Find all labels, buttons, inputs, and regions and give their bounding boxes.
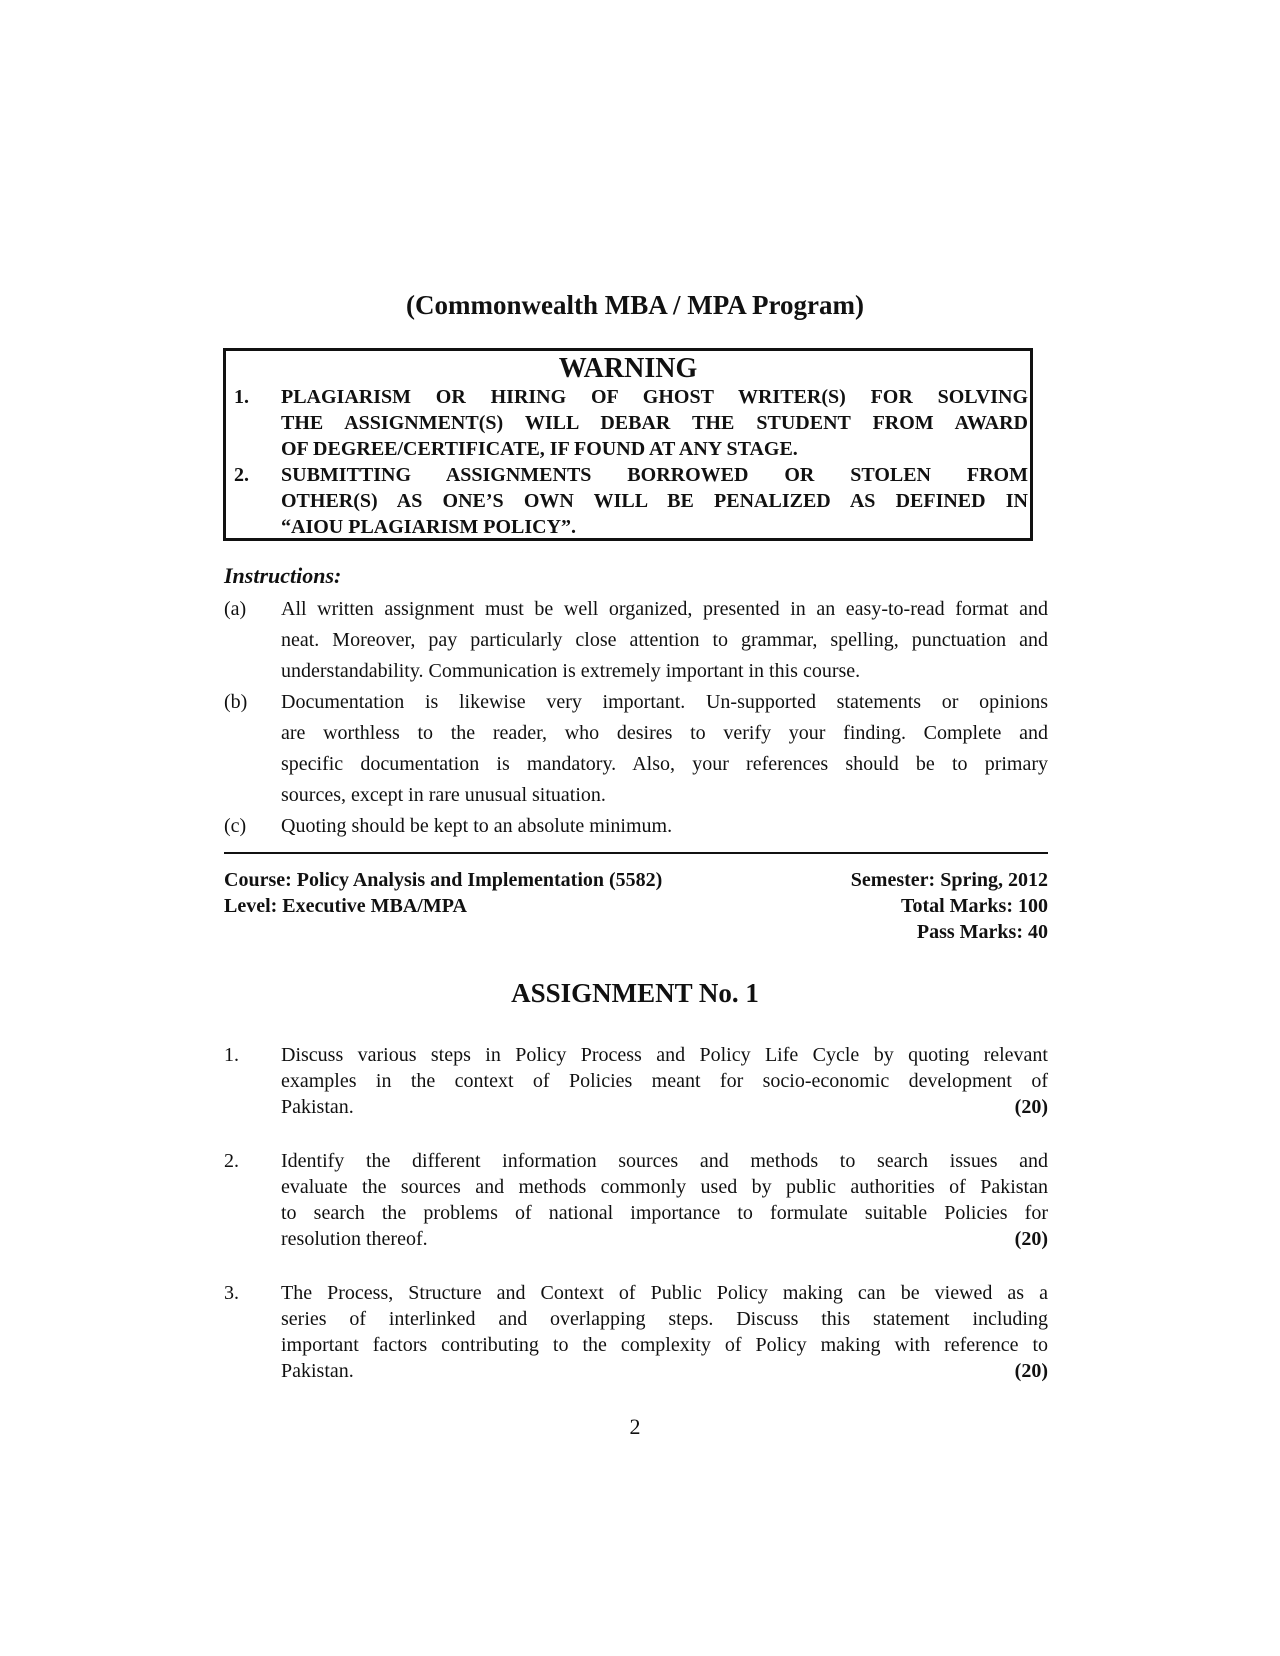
instruction-line: Quoting should be kept to an absolute minimum. (281, 815, 673, 837)
question-line: resolution thereof. (281, 1228, 428, 1250)
question-line: evaluate the sources and methods commonly used by public authorities of Pakistan (281, 1176, 1048, 1198)
question-number: 2. (224, 1150, 239, 1172)
warning-item-line: OF DEGREE/CERTIFICATE, IF FOUND AT ANY STAGE. (281, 438, 798, 460)
question-line: The Process, Structure and Context of Public Policy making can be viewed as a (281, 1282, 1048, 1304)
warning-item-line: THE ASSIGNMENT(S) WILL DEBAR THE STUDENT FROM AWARD (281, 412, 1028, 434)
question-marks: (20) (1014, 1228, 1048, 1250)
instruction-label: (a) (224, 598, 247, 620)
course-level: Level: Executive MBA/MPA (224, 895, 467, 917)
question-line: to search the problems of national importance to formulate suitable Policies for (281, 1202, 1048, 1224)
question-line: Identify the different information sources and methods to search issues and (281, 1150, 1048, 1172)
instructions-heading: Instructions: (224, 563, 342, 588)
instruction-line: neat. Moreover, pay particularly close attention to grammar, spelling, punctuation and (281, 629, 1048, 651)
instruction-line: are worthless to the reader, who desires to verify your finding. Complete and (281, 722, 1048, 744)
question-line: series of interlinked and overlapping steps. Discuss this statement including (281, 1308, 1048, 1330)
warning-item-line: OTHER(S) AS ONE’S OWN WILL BE PENALIZED AS DEFINED IN (281, 490, 1028, 512)
question-number: 1. (224, 1044, 239, 1066)
question-line: Pakistan. (281, 1360, 354, 1382)
warning-item-line: SUBMITTING ASSIGNMENTS BORROWED OR STOLEN FROM (281, 464, 1028, 486)
warning-item-number: 1. (234, 386, 249, 408)
question-line: Pakistan. (281, 1096, 354, 1118)
pass-marks: Pass Marks: 40 (916, 921, 1048, 943)
page-number: 2 (629, 1414, 641, 1439)
course-name: Course: Policy Analysis and Implementation (5582) (224, 869, 663, 891)
instruction-label: (b) (224, 691, 248, 713)
instruction-line: Documentation is likewise very important. Un-supported statements or opinions (281, 691, 1048, 713)
warning-item-number: 2. (234, 464, 249, 486)
program-title: (Commonwealth MBA / MPA Program) (406, 290, 864, 320)
warning-item-line: PLAGIARISM OR HIRING OF GHOST WRITER(S) FOR SOLVING (281, 386, 1028, 408)
instruction-line: understandability. Communication is extremely important in this course. (281, 660, 861, 682)
question-marks: (20) (1014, 1360, 1048, 1382)
instruction-label: (c) (224, 815, 247, 837)
semester: Semester: Spring, 2012 (850, 869, 1048, 891)
warning-title: WARNING (558, 353, 698, 384)
warning-item-line: “AIOU PLAGIARISM POLICY”. (281, 516, 577, 538)
question-line: Discuss various steps in Policy Process and Policy Life Cycle by quoting relevant (281, 1044, 1048, 1066)
instruction-line: specific documentation is mandatory. Also, your references should be to primary (281, 753, 1048, 775)
total-marks: Total Marks: 100 (900, 895, 1048, 917)
instruction-line: All written assignment must be well organized, presented in an easy-to-read format and (281, 598, 1048, 620)
question-number: 3. (224, 1282, 239, 1304)
question-marks: (20) (1014, 1096, 1048, 1118)
question-line: important factors contributing to the complexity of Policy making with reference to (281, 1334, 1048, 1356)
question-line: examples in the context of Policies meant for socio-economic development of (281, 1070, 1048, 1092)
instruction-line: sources, except in rare unusual situation. (281, 784, 606, 806)
assignment-title: ASSIGNMENT No. 1 (511, 978, 759, 1008)
section-divider (224, 852, 1048, 854)
